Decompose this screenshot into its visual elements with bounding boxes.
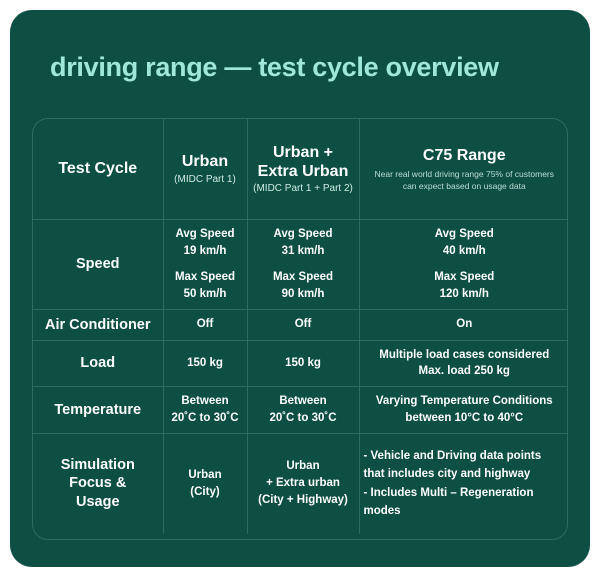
- header-cell-urban: [163, 119, 247, 220]
- cell-simulation-urban-extra: [247, 433, 359, 534]
- load-c75-line1: Multiple load cases considered: [379, 348, 550, 361]
- temp-urban-line1: Between: [181, 395, 229, 408]
- temp-urban-extra-line2: 20˚C to 30˚C: [269, 411, 337, 424]
- speed-urban-extra-max-value: 90 km/h: [281, 288, 325, 301]
- cell-temp-urban: [163, 387, 247, 433]
- header-label-urban-extra-line2: Extra Urban: [257, 163, 349, 180]
- simulation-urban-line2: (City): [190, 485, 220, 498]
- simulation-urban-extra-line2: + Extra urban: [266, 477, 340, 490]
- speed-c75-max-title: Max Speed: [434, 271, 495, 284]
- load-urban-extra-value: 150 kg: [285, 357, 321, 370]
- cell-load-urban-extra: [247, 340, 359, 386]
- header-label-c75: C75 Range: [422, 146, 506, 164]
- info-card: [10, 10, 590, 567]
- header-cell-c75: [359, 119, 568, 220]
- speed-urban-avg-title: Avg Speed: [175, 228, 235, 240]
- cell-ac-urban-extra: [247, 309, 359, 340]
- table-row-load: [33, 340, 568, 386]
- row-label-speed-text: Speed: [75, 256, 120, 273]
- speed-c75-avg-value: 40 km/h: [442, 244, 486, 257]
- header-cell-test-cycle: [33, 119, 163, 220]
- temp-urban-extra-line1: Between: [279, 395, 327, 408]
- header-sub-urban: (MIDC Part 1): [174, 173, 236, 185]
- temp-c75-line2: between 10°C to 40°C: [405, 411, 524, 424]
- cell-load-urban: [163, 340, 247, 386]
- table-row-speed: [33, 220, 568, 310]
- row-label-speed: [33, 220, 163, 310]
- ac-urban-value: Off: [196, 318, 214, 331]
- header-label-test-cycle: Test Cycle: [58, 160, 138, 178]
- test-cycle-table-container: [32, 118, 568, 540]
- row-label-simulation-line2: Focus &: [69, 475, 127, 492]
- header-note-c75-line1: Near real world driving range 75% of customers: [374, 169, 555, 180]
- simulation-c75-line2: that includes city and highway: [363, 468, 531, 481]
- load-urban-value: 150 kg: [187, 357, 223, 370]
- simulation-c75-line1: - Vehicle and Driving data points: [363, 449, 542, 462]
- ac-c75-value: On: [456, 318, 473, 331]
- row-label-air-conditioner-text: Air Conditioner: [44, 316, 151, 333]
- speed-urban-extra-avg-value: 31 km/h: [281, 244, 325, 257]
- simulation-urban-extra-line3: (City + Highway): [258, 493, 348, 506]
- speed-urban-avg-value: 19 km/h: [183, 244, 227, 257]
- row-label-load: [33, 340, 163, 386]
- speed-c75-avg-title: Avg Speed: [434, 228, 494, 240]
- cell-simulation-urban: [163, 433, 247, 534]
- simulation-urban-line1: Urban: [188, 468, 222, 481]
- temp-urban-line2: 20˚C to 30˚C: [171, 411, 239, 424]
- table-header-row: [33, 119, 568, 220]
- load-c75-line2: Max. load 250 kg: [418, 365, 510, 378]
- speed-urban-extra-max-title: Max Speed: [272, 271, 334, 284]
- cell-ac-urban: [163, 309, 247, 340]
- header-label-urban-extra-line1: Urban +: [272, 143, 333, 161]
- row-label-simulation-line1: Simulation: [60, 457, 135, 474]
- test-cycle-table: [33, 119, 568, 534]
- table-row-temperature: [33, 387, 568, 433]
- speed-c75-max-value: 120 km/h: [439, 288, 489, 301]
- table-row-simulation-focus: [33, 433, 568, 534]
- cell-simulation-c75: [359, 433, 568, 534]
- cell-speed-c75: [359, 220, 568, 310]
- table-row-air-conditioner: [33, 309, 568, 340]
- cell-ac-c75: [359, 309, 568, 340]
- cell-speed-urban-extra: [247, 220, 359, 310]
- row-label-load-text: Load: [80, 355, 116, 372]
- speed-urban-extra-avg-title: Avg Speed: [273, 228, 333, 240]
- header-label-urban: Urban: [181, 153, 229, 171]
- temp-c75-line1: Varying Temperature Conditions: [375, 395, 553, 408]
- row-label-temperature: [33, 387, 163, 433]
- header-cell-urban-extra: [247, 119, 359, 220]
- speed-urban-max-title: Max Speed: [174, 271, 236, 284]
- simulation-c75-line3: - Includes Multi – Regeneration modes: [363, 486, 534, 517]
- page-title: driving range — test cycle overview: [50, 52, 499, 82]
- row-label-simulation-focus: [33, 433, 163, 534]
- row-label-air-conditioner: [33, 309, 163, 340]
- cell-temp-c75: [359, 387, 568, 433]
- simulation-urban-extra-line1: Urban: [286, 460, 320, 473]
- row-label-temperature-text: Temperature: [54, 401, 142, 418]
- speed-urban-max-value: 50 km/h: [183, 288, 227, 301]
- header-note-c75-line2: can expect based on usage data: [402, 180, 526, 191]
- ac-urban-extra-value: Off: [294, 318, 312, 331]
- cell-speed-urban: [163, 220, 247, 310]
- header-sub-urban-extra: (MIDC Part 1 + Part 2): [253, 183, 353, 195]
- row-label-simulation-line3: Usage: [75, 493, 120, 510]
- cell-load-c75: [359, 340, 568, 386]
- cell-temp-urban-extra: [247, 387, 359, 433]
